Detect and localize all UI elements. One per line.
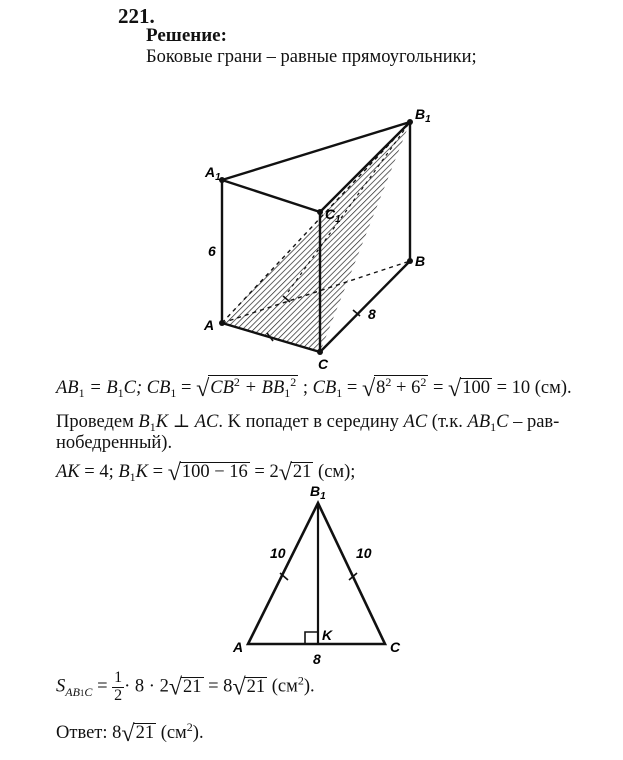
label-right-side: 10: [356, 545, 372, 561]
label-k: K: [322, 627, 333, 643]
label-a: A: [233, 639, 244, 655]
label-base: 8: [368, 306, 376, 322]
intro-text: Боковые грани – равные прямоугольники;: [146, 47, 477, 67]
label-c: C: [318, 356, 329, 372]
calc-line-3: нобедренный).: [56, 433, 173, 453]
calc-line-2: Проведем $B_1K$ ⊥ AC. K попадет в середину AC (т.к. $AB_1C - рав-$: [56, 412, 560, 434]
calc-line-1: $AB_1 = B_1C$; $CB_1 = √CB^2 + BB_1^2$ ; $CB_1 = √8^2 + 6^2 = √100 = 10$ (см).: [56, 375, 572, 402]
label-base: 8: [313, 651, 321, 667]
problem-number: 221.: [118, 4, 155, 28]
label-c: C: [390, 639, 401, 655]
label-b1: $B_1$: [415, 106, 431, 125]
right-angle-mark: [305, 632, 318, 644]
label-b1: $B_1$: [310, 483, 326, 502]
label-a1: $A_1$: [205, 164, 221, 183]
area-formula: $S_{AB1C}$ = $\frac{1}{2}$ · 8 · 2√21 = 8√21 $(см^2)$.: [56, 669, 315, 704]
solution-heading: Решение:: [146, 25, 227, 46]
answer: Ответ: 8√21 $(см^2)$.: [56, 720, 204, 747]
label-b: B: [415, 253, 426, 269]
label-a: A: [204, 317, 215, 333]
calc-line-4: AK = 4; $B_1K = √100 - 16 = 2√21$ (см);: [56, 460, 356, 486]
label-height: 6: [208, 243, 216, 259]
label-left-side: 10: [270, 545, 286, 561]
triangle-ab1c: [248, 503, 385, 644]
label-c1: $C_1$: [325, 206, 341, 225]
